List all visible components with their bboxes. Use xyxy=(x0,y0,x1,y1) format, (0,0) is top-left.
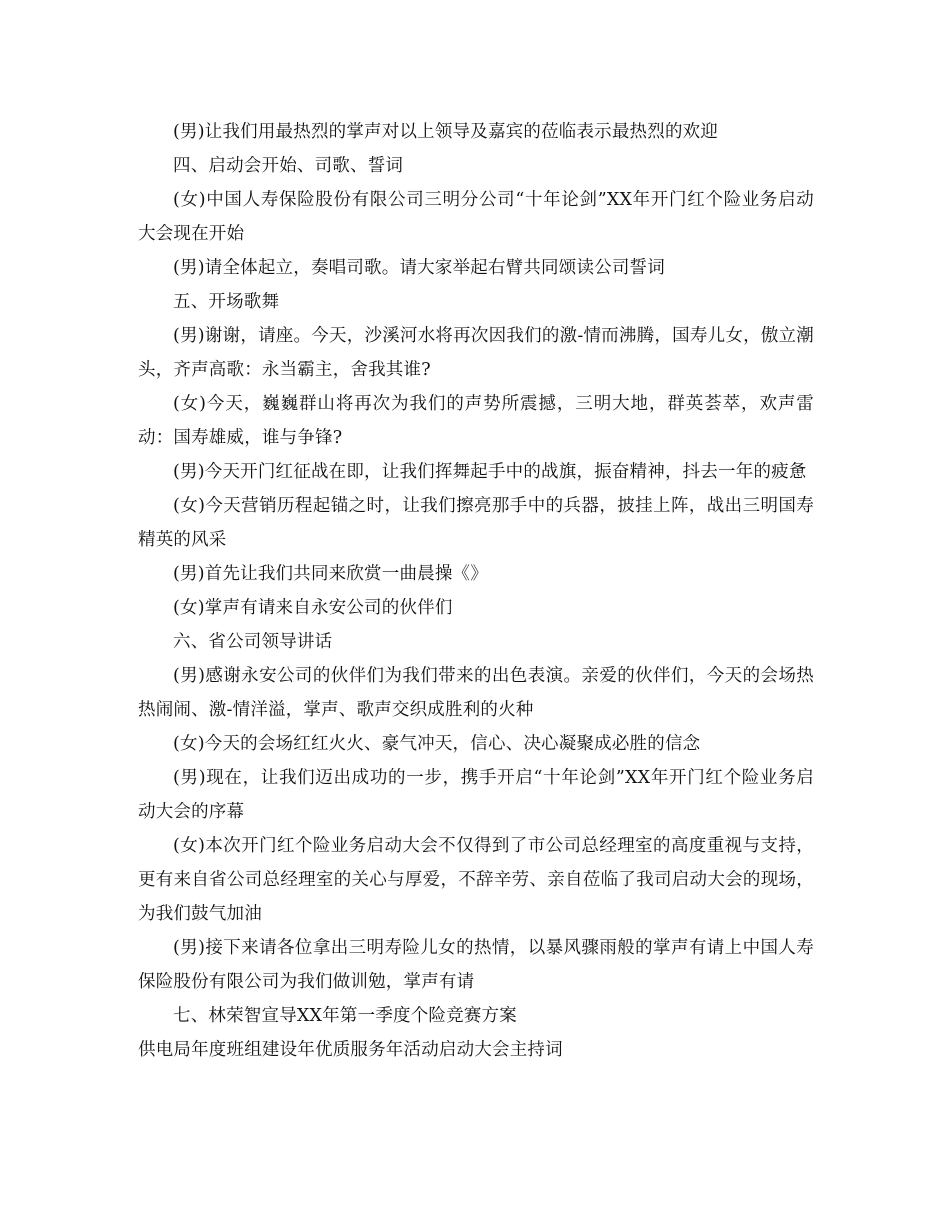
paragraph: (男)首先让我们共同来欣赏一曲晨操《》 xyxy=(173,564,488,584)
section-heading: 七、林荣智宣导XX年第一季度个险竞赛方案 xyxy=(173,1006,517,1026)
paragraph: (男)今天开门红征战在即，让我们挥舞起手中的战旗，振奋精神，抖去一年的疲惫 xyxy=(173,462,807,482)
paragraph: (男)请全体起立，奏唱司歌。请大家举起右臂共同颂读公司誓词 xyxy=(173,258,665,278)
closing-title: 供电局年度班组建设年优质服务年活动启动大会主持词 xyxy=(138,1040,563,1060)
paragraph: (女)今天营销历程起锚之时，让我们擦亮那手中的兵器，披挂上阵，战出三明国寿精英的风采 xyxy=(138,496,814,550)
paragraph: (女)中国人寿保险股份有限公司三明分公司“十年论剑”XX年开门红个险业务启动大会现在开始 xyxy=(138,190,814,244)
section-heading: 四、启动会开始、司歌、誓词 xyxy=(173,156,404,176)
paragraph: (男)谢谢，请座。今天，沙溪河水将再次因我们的激-情而沸腾，国寿儿女，傲立潮头，齐声高歌：永当霸主，舍我其谁? xyxy=(138,326,814,380)
document-body xyxy=(138,115,814,1067)
paragraph: (男)现在，让我们迈出成功的一步，携手开启“十年论剑”XX年开门红个险业务启动大会的序幕 xyxy=(138,768,814,822)
paragraph: (男)接下来请各位拿出三明寿险儿女的热情，以暴风骤雨般的掌声有请上中国人寿保险股份有限公司为我们做训勉，掌声有请 xyxy=(138,938,814,992)
paragraph: (女)今天的会场红红火火、豪气冲天，信心、决心凝聚成必胜的信念 xyxy=(173,734,701,754)
paragraph: (男)感谢永安公司的伙伴们为我们带来的出色表演。亲爱的伙伴们，今天的会场热热闹闹、激-情洋溢，掌声、歌声交织成胜利的火种 xyxy=(138,666,814,720)
paragraph: (女)本次开门红个险业务启动大会不仅得到了市公司总经理室的高度重视与支持，更有来自省公司总经理室的关心与厚爱，不辞辛劳、亲自莅临了我司启动大会的现场，为我们鼓气加油 xyxy=(138,836,814,924)
paragraph: (女)掌声有请来自永安公司的伙伴们 xyxy=(173,598,453,618)
paragraph: (男)让我们用最热烈的掌声对以上领导及嘉宾的莅临表示最热烈的欢迎 xyxy=(173,122,719,142)
section-heading: 五、开场歌舞 xyxy=(173,292,280,312)
paragraph: (女)今天，巍巍群山将再次为我们的声势所震撼，三明大地，群英荟萃，欢声雷动：国寿雄威，谁与争锋? xyxy=(138,394,814,448)
section-heading: 六、省公司领导讲话 xyxy=(173,632,333,652)
